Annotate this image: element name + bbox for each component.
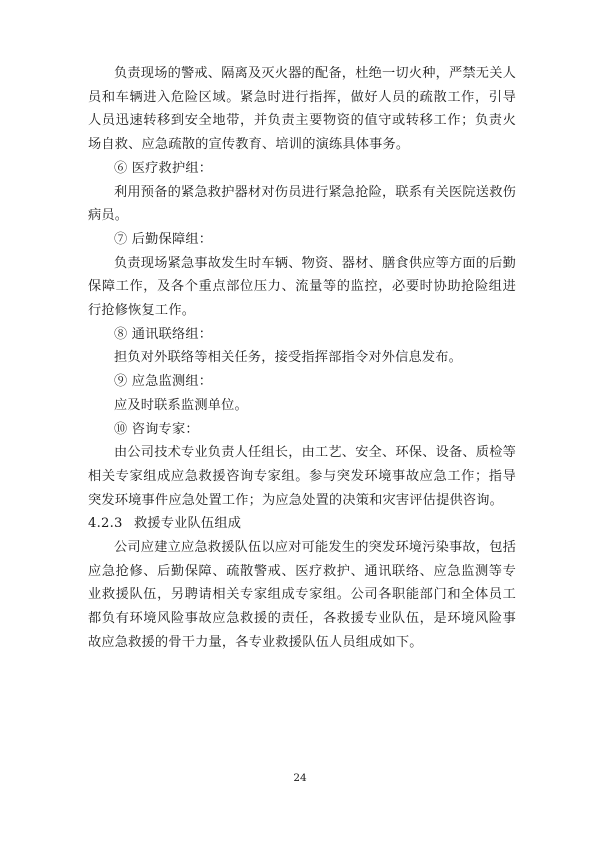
paragraph-medical-rescue-duties: 利用预备的紧急救护器材对伤员进行紧急抢险，联系有关医院送救伤病员。	[88, 184, 516, 224]
heading-monitoring-group: ⑨ 应急监测组：	[114, 374, 213, 390]
paragraph-expert-duties: 由公司技术专业负责人任组长，由工艺、安全、环保、设备、质检等相关专家组成应急救援咨询专家组。参与突发环境事故应急工作；指导突发环境事件应急处置工作；为应急处置的决策和灾害评估提供咨询。	[88, 445, 516, 508]
paragraph-communication-duties: 担负对外联络等相关任务，接受指挥部指令对外信息发布。	[114, 350, 463, 366]
heading-logistics-group: ⑦ 后勤保障组：	[114, 231, 213, 247]
heading-communication-group: ⑧ 通讯联络组：	[114, 326, 213, 342]
heading-expert-consultation: ⑩ 咨询专家：	[114, 421, 199, 437]
section-number: 4.2.3	[88, 516, 123, 532]
page-number: 24	[293, 772, 307, 784]
paragraph-rescue-teams: 公司应建立应急救援队伍以应对可能发生的突发环境污染事故，包括应急抢修、后勤保障、疏散警戒、医疗救护、通讯联络、应急监测等专业救援队伍，另聘请相关专家组成专家组。公司各职能部门和全体员工都负有环境风险事故应急救援的责任，各救援专业队伍，是环境风险事故应急救援的骨干力量，各专业救援队伍人员组成如下。	[88, 540, 516, 650]
paragraph-logistics-duties: 负责现场紧急事故发生时车辆、物资、器材、膳食供应等方面的后勤保障工作，及各个重点部位压力、流量等的监控，必要时协助抢险组进行抢修恢复工作。	[88, 255, 516, 319]
page-content	[88, 62, 516, 655]
paragraph-fire-safety-duties: 负责现场的警戒、隔离及灭火器的配备，杜绝一切火种，严禁无关人员和车辆进入危险区域。紧急时进行指挥，做好人员的疏散工作，引导人员迅速转移到安全地带，并负责主要物资的值守或转移工作；负责火场自救、应急疏散的宣传教育、培训的演练具体事务。	[88, 66, 516, 153]
heading-medical-rescue-group: ⑥ 医疗救护组：	[114, 160, 213, 176]
paragraph-monitoring-duties: 应及时联系监测单位。	[114, 397, 248, 413]
section-title: 救援专业队伍组成	[134, 516, 242, 532]
section-heading-rescue-teams	[88, 512, 516, 536]
